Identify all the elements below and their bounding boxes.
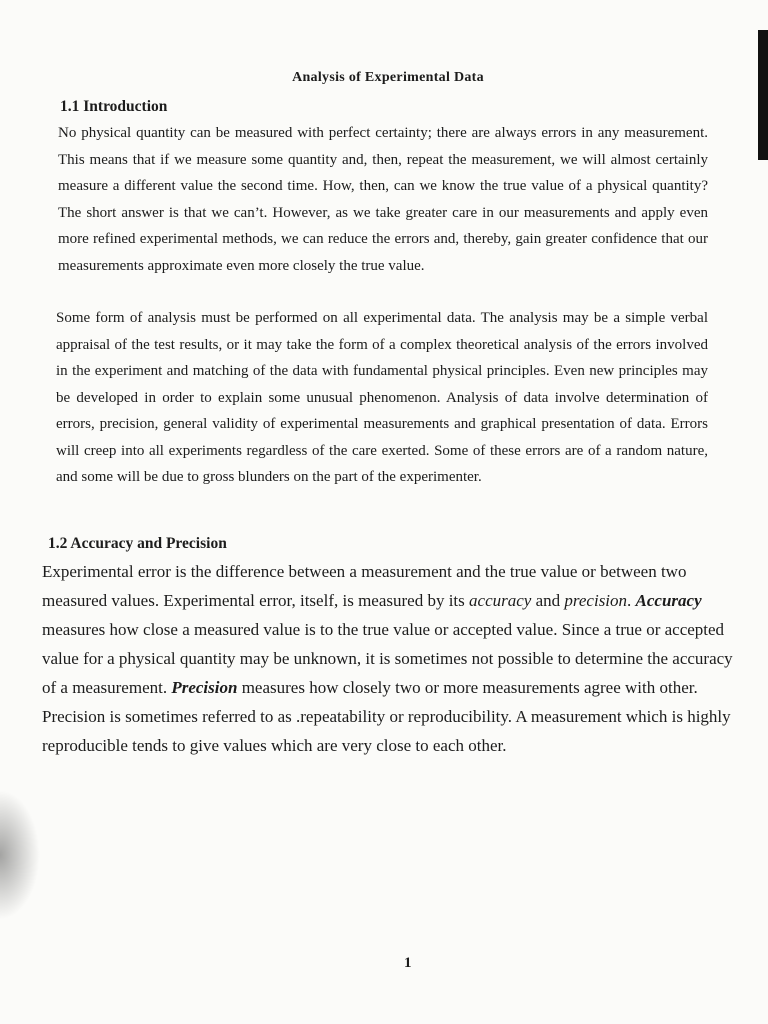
- accuracy-definition: measures how close a measured value is to the true value or accepted value. Since a true or accepted value for a physical quantity may be unknown, it is sometimes not possible to determine the accuracy of a measurement.: [42, 619, 733, 697]
- experimental-error-paragraph: [42, 557, 748, 760]
- page-edge-shadow: [758, 30, 768, 160]
- page-number: 1: [404, 955, 412, 971]
- document-title: Analysis of Experimental Data: [292, 70, 484, 85]
- accuracy-word: accuracy: [469, 590, 532, 610]
- error-text: Experimental error is the difference between a measurement and the true value or between two measured values. Experimental error, itself, is measured by its: [42, 561, 687, 610]
- document-page: [42, 70, 733, 760]
- precision-definition: measures how closely two or more measurements agree with other. Precision is sometimes referred to as .repeatability or reproducibility. A measurement which is highly reproducible tends to give values which are very close to each other.: [42, 677, 731, 755]
- page-fold-shadow: [0, 790, 40, 920]
- accuracy-term: Accuracy: [635, 590, 702, 610]
- section-heading-introduction: 1.1 Introduction: [60, 98, 168, 115]
- section-heading-accuracy-precision: 1.2 Accuracy and Precision: [48, 534, 227, 552]
- introduction-paragraph: No physical quantity can be measured with perfect certainty; there are always errors in any measurement. This means that if we measure some quantity and, then, repeat the measurement, we will almost certainly measure a different value the second time. How, then, can we know the true value of a physical quantity? The short answer is that we can’t. However, as we take greater care in our measurements and apply even more refined experimental methods, we can reduce the errors and, thereby, gain greater confidence that our measurements approximate even more closely the true value.: [58, 125, 708, 274]
- and-word: and: [531, 590, 565, 610]
- precision-term: Precision: [171, 677, 238, 697]
- analysis-paragraph: Some form of analysis must be performed on all experimental data. The analysis may be a simple verbal appraisal of the test results, or it may take the form of a complex theoretical analysis of the errors involved in the experiment and matching of the data with fundamental physical principles. Even new principles may be developed in order to explain some unusual phenomenon. Analysis of data involve determination of errors, precision, general validity of experimental measurements and graphical presentation of data. Errors will creep into all experiments regardless of the care exerted. Some of these errors are of a random nature, and some will be due to gross blunders on the part of the experimenter.: [56, 310, 708, 485]
- precision-word: precision: [564, 590, 628, 610]
- period: .: [627, 590, 632, 610]
